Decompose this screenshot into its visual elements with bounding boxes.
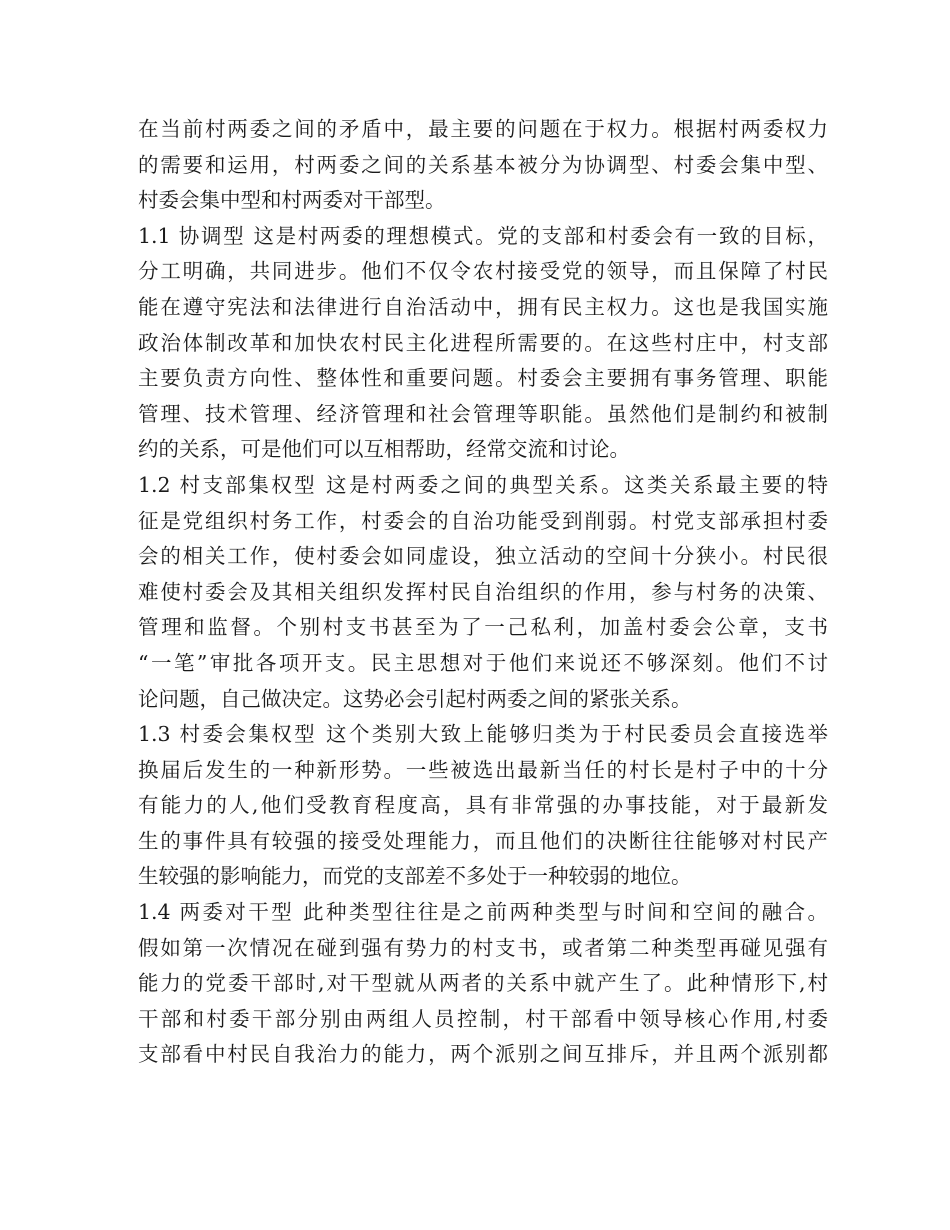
text-line: 的需要和运用，村两委之间的关系基本被分为协调型、村委会集中型、: [138, 152, 828, 177]
text-line: 主要负责方向性、整体性和重要问题。村委会主要拥有事务管理、职能: [138, 366, 828, 391]
text-line: 生的事件具有较强的接受处理能力，而且他们的决断往往能够对村民产: [138, 828, 828, 853]
text-line: 难使村委会及其相关组织发挥村民自治组织的作用，参与村务的决策、: [138, 579, 828, 604]
text-line: 村委会集中型和村两委对干部型。: [138, 188, 446, 213]
text-line: 分工明确，共同进步。他们不仅令农村接受党的领导，而且保障了村民: [138, 259, 828, 284]
section-heading-line: 1.1 协调型 这是村两委的理想模式。党的支部和村委会有一致的目标，: [138, 223, 828, 248]
text-line: 有能力的人,他们受教育程度高，具有非常强的办事技能，对于最新发: [138, 793, 828, 818]
text-line: 约的关系，可是他们可以互相帮助，经常交流和讨论。: [138, 437, 630, 462]
text-line: 生较强的影响能力，而党的支部差不多处于一种较弱的地位。: [138, 864, 692, 889]
body-text: [138, 112, 828, 1073]
text-line: 支部看中村民自我治力的能力，两个派别之间互排斥，并且两个派别都: [138, 1042, 828, 1067]
section-heading-line: 1.3 村委会集权型 这个类别大致上能够归类为于村民委员会直接选举: [138, 722, 828, 747]
text-line: 论问题，自己做决定。这势必会引起村两委之间的紧张关系。: [138, 686, 692, 711]
text-line: 能力的党委干部时,对干型就从两者的关系中就产生了。此种情形下,村: [138, 971, 828, 996]
text-line: “一笔”审批各项开支。民主思想对于他们来说还不够深刻。他们不讨: [138, 650, 828, 675]
section-heading-line: 1.2 村支部集权型 这是村两委之间的典型关系。这类关系最主要的特: [138, 472, 828, 497]
text-line: 在当前村两委之间的矛盾中，最主要的问题在于权力。根据村两委权力: [138, 117, 828, 141]
text-line: 换届后发生的一种新形势。一些被选出最新当任的村长是村子中的十分: [138, 757, 828, 782]
text-line: 征是党组织村务工作，村委会的自治功能受到削弱。村党支部承担村委: [138, 508, 828, 533]
text-line: 干部和村委干部分别由两组人员控制，村干部看中领导核心作用,村委: [138, 1006, 828, 1031]
text-line: 管理和监督。个别村支书甚至为了一己私利，加盖村委会公章，支书: [138, 615, 828, 640]
text-line: 政治体制改革和加快农村民主化进程所需要的。在这些村庄中，村支部: [138, 330, 828, 355]
text-line: 能在遵守宪法和法律进行自治活动中，拥有民主权力。这也是我国实施: [138, 294, 828, 319]
text-line: 会的相关工作，使村委会如同虚设，独立活动的空间十分狭小。村民很: [138, 544, 828, 569]
text-line: 管理、技术管理、经济管理和社会管理等职能。虽然他们是制约和被制: [138, 401, 828, 426]
section-heading-line: 1.4 两委对干型 此种类型往往是之前两种类型与时间和空间的融合。: [138, 900, 828, 925]
text-line: 假如第一次情况在碰到强有势力的村支书，或者第二种类型再碰见强有: [138, 935, 828, 960]
